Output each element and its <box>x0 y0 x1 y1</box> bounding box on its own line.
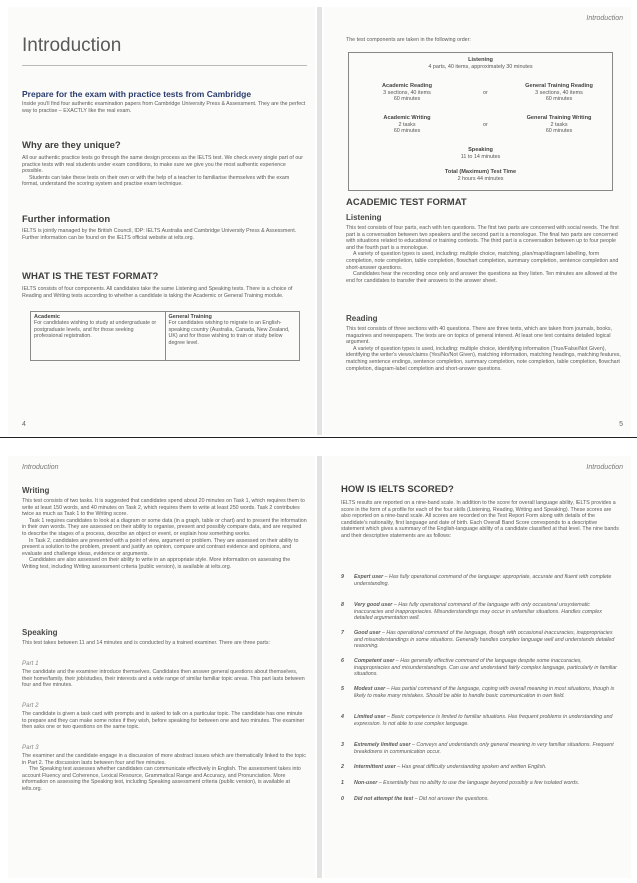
speaking-title: Speaking <box>468 147 493 153</box>
speaking-heading: Speaking <box>22 628 58 637</box>
format-heading: WHAT IS THE TEST FORMAT? <box>22 271 159 282</box>
gt-writing-component <box>509 115 609 135</box>
listening-paragraph-1: This test consists of four parts, each with ten questions. The first two parts are concerned with social needs. The first part is a conversation between two speakers and the second part is a monologue. The final two parts are concerned with situations related to educational or training contexts. The third part is a conversation between up to four people and the fourth part is a monologue. <box>346 225 619 251</box>
band-description <box>354 658 617 678</box>
page-4 <box>8 7 315 435</box>
page-fold <box>317 456 322 878</box>
running-head: Introduction <box>586 15 623 22</box>
gt-writing-detail: 2 tasks <box>550 121 568 128</box>
gt-writing-time: 60 minutes <box>545 128 573 134</box>
scored-heading: HOW IS IELTS SCORED? <box>341 484 454 495</box>
academic-reading-time: 60 minutes <box>393 96 421 102</box>
band-number: 0 <box>341 796 344 802</box>
academic-writing-component <box>357 115 457 135</box>
band-number: 8 <box>341 602 344 608</box>
speaking-text: This test takes between 11 and 14 minutes and is conducted by a trained examiner. There are three parts: <box>22 640 271 646</box>
band-text: – Essentially has no ability to use the language beyond possibly a few isolated words. <box>377 780 580 786</box>
total-time-title: Total (Maximum) Test Time <box>444 169 517 175</box>
band-text: – Has operational command of the language, though with occasional inaccuracies, inappropriacies and misunderstandings in some situations. Generally handles complex language well and understands detailed reasoning. <box>354 630 615 649</box>
prepare-text: Inside you'll find four authentic examination papers from Cambridge University Press & Assessment. They are the perfect way to practise – EXACTLY like the real exam. <box>22 101 306 114</box>
gt-reading-time: 60 minutes <box>545 96 573 102</box>
part-2-label: Part 2 <box>22 702 39 709</box>
band-name: Very good user <box>354 602 393 608</box>
listening-title: Listening <box>468 57 493 63</box>
band-name: Intermittent user <box>354 764 396 770</box>
band-name: Good user <box>354 630 381 636</box>
band-text: – Has fully operational command of the language: appropriate, accurate and fluent with complete understanding. <box>354 574 612 587</box>
band-text: – Has partial command of the language, coping with overall meaning in most situations, though is likely to make many mistakes. Should be able to handle basic communication in own field. <box>354 686 615 699</box>
page-6 <box>8 456 315 878</box>
page-5 <box>324 7 631 435</box>
academic-writing-detail: 2 tasks <box>398 121 416 128</box>
band-description <box>354 714 617 727</box>
listening-detail: 4 parts, 40 items, approximately 30 minutes <box>428 63 533 70</box>
writing-paragraph-2: Task 1 requires candidates to look at a diagram or some data (in a graph, table or chart) and to present the information in their own words. They are assessed on their ability to organise, present and possibly compare data, and are required to describe the stages of a process, describe an object or event, or explain how something works. <box>22 517 307 537</box>
band-description <box>354 686 617 699</box>
part-3-paragraph-2: The Speaking test assesses whether candidates can communicate effectively in English. The assessment takes into account Fluency and Coherence, Lexical Resource, Grammatical Range and Accuracy, and Pronunciation. More information on assessing the Speaking test, including Speaking assessment criteria (public version), is available at ielts.org. <box>22 766 301 792</box>
scored-intro: IELTS results are reported on a nine-band scale. In addition to the score for overall language ability, IELTS provides a score in the form of a profile for each of the four skills (Listening, Reading, Writing and Speaking). These scores are also reported on a nine-band scale. All scores are recorded on the Test Report Form along with details of the candidate's nationality, first language and date of birth. Each Overall Band Score corresponds to a descriptive statement which gives a summary of the English-language ability of a candidate classified at that level. The nine bands and their descriptive statements are as follows: <box>341 500 619 539</box>
reading-paragraph-2: A variety of question types is used, including: multiple choice, identifying information (True/False/Not Given), identifying the writer's views/claims (Yes/No/Not Given), matching information, matching headings, matching features, matching sentence endings, sentence completion, summary completion, note completion, table completion, flowchart completion, diagram-label completion and short-answer questions. <box>346 345 621 372</box>
band-number: 1 <box>341 780 344 786</box>
test-components-box <box>348 52 613 191</box>
band-description <box>354 630 617 650</box>
components-intro: The test components are taken in the following order: <box>346 37 471 43</box>
writing-paragraph-3: In Task 2, candidates are presented with a point of view, argument or problem. They are assessed on their ability to present a solution to the problem, present and justify an opinion, compare and contrast evidence and opinions, and evaluate and challenge ideas, evidence or arguments. <box>22 537 299 557</box>
band-number: 5 <box>341 686 344 692</box>
band-description <box>354 574 617 587</box>
unique-heading: Why are they unique? <box>22 140 121 151</box>
page-fold <box>317 7 322 435</box>
academic-reading-component <box>357 83 457 103</box>
listening-paragraph-3: Candidates hear the recording once only and answer the questions as they listen. Ten minutes are allowed at the end for candidates to transfer their answers to the answer sheet. <box>346 271 618 284</box>
prepare-heading: Prepare for the exam with practice tests from Cambridge <box>22 89 252 99</box>
reading-heading: Reading <box>346 314 378 323</box>
general-training-text: For candidates wishing to migrate to an English-speaking country (Australia, Canada, New Zealand, UK) and for those wishing to train or study below degree level. <box>168 320 290 346</box>
gt-reading-title: General Training Reading <box>525 83 593 89</box>
band-number: 2 <box>341 764 344 770</box>
listening-heading: Listening <box>346 213 382 222</box>
band-description <box>354 764 617 771</box>
band-number: 9 <box>341 574 344 580</box>
format-text: IELTS consists of four components. All candidates take the same Listening and Speaking tests. There is a choice of Reading and Writing tests according to whether a candidate is taking the Academic or General Training module. <box>22 286 293 299</box>
band-number: 4 <box>341 714 344 720</box>
unique-text <box>22 155 307 188</box>
speaking-detail: 11 to 14 minutes <box>460 153 501 160</box>
writing-paragraph-1: This test consists of two tasks. It is suggested that candidates spend about 20 minutes on Task 1, which requires them to write at least 150 words, and 40 minutes on Task 2, which requires them to write at least 250 words. Task 2 contributes twice as much as Task 1 to the Writing score. <box>22 498 305 518</box>
part-3-label: Part 3 <box>22 744 39 751</box>
band-text: – Basic competence is limited to familiar situations. Has frequent problems in understanding and expression. Is not able to use complex language. <box>354 714 613 727</box>
academic-cell <box>31 312 165 360</box>
band-text: – Conveys and understands only general meaning in very familiar situations. Frequent breakdowns in communication occur. <box>354 742 614 755</box>
listening-component <box>349 57 612 70</box>
reading-paragraph-1: This test consists of three sections with 40 questions. There are three texts, which are taken from journals, books, magazines and newspapers. The texts are on topics of general interest. At least one text contains detailed logical argument. <box>346 326 613 346</box>
further-text: IELTS is jointly managed by the British Council, IDP: IELTS Australia and Cambridge University Press & Assessment. Further information can be found on the IELTS official website at ielts.org. <box>22 228 297 241</box>
general-training-head: General Training <box>168 314 212 320</box>
page-number: 5 <box>619 421 623 428</box>
page-title: Introduction <box>22 35 122 56</box>
academic-head: Academic <box>34 314 60 320</box>
further-heading: Further information <box>22 214 111 225</box>
title-divider <box>22 65 307 66</box>
academic-text: For candidates wishing to study at undergraduate or postgraduate levels, and for those seeking professional registration. <box>34 320 157 340</box>
part-1-label: Part 1 <box>22 660 39 667</box>
spread-separator <box>0 437 637 456</box>
band-number: 3 <box>341 742 344 748</box>
total-time-detail: 2 hours 44 minutes <box>457 175 504 182</box>
writing-text <box>22 498 307 571</box>
band-name: Extremely limited user <box>354 742 411 748</box>
part-3-paragraph-1: The examiner and the candidate engage in a discussion of more abstract issues which are thematically linked to the topic in Part 2. The discussion lasts between four and five minutes. <box>22 753 306 766</box>
listening-paragraph-2: A variety of question types is used, including: multiple choice, matching, plan/map/diagram labelling, form completion, note completion, table completion, flowchart completion, summary completion, sentence completion and short-answer questions. <box>346 251 619 271</box>
running-head: Introduction <box>22 464 59 471</box>
band-name: Modest user <box>354 686 386 692</box>
page-number: 4 <box>22 421 26 428</box>
or-label-writing: or <box>483 122 488 128</box>
band-text: – Has fully operational command of the language with only occasional unsystematic inaccuracies and inappropriacies. Misunderstandings may occur in unfamiliar situations. Handles complex detailed argumentation well. <box>354 602 602 621</box>
band-name: Non-user <box>354 780 378 786</box>
writing-heading: Writing <box>22 486 50 495</box>
band-number: 7 <box>341 630 344 636</box>
band-text: – Did not answer the questions. <box>413 796 489 802</box>
band-name: Expert user <box>354 574 384 580</box>
reading-text <box>346 326 622 372</box>
gt-reading-detail: 3 sections, 40 items <box>535 89 583 96</box>
unique-paragraph-2: Students can take these tests on their own or with the help of a teacher to familiarise themselves with the exam format, understand the scoring system and practise exam technique. <box>22 174 290 188</box>
general-training-cell <box>165 312 300 360</box>
speaking-component <box>349 147 612 160</box>
band-description <box>354 602 617 622</box>
band-text: – Has great difficulty understanding spoken and written English. <box>395 764 547 770</box>
band-number: 6 <box>341 658 344 664</box>
band-name: Limited user <box>354 714 386 720</box>
band-description <box>354 742 617 755</box>
academic-reading-detail: 3 sections, 40 items <box>383 89 431 96</box>
page-7 <box>324 456 631 878</box>
module-table <box>30 311 300 361</box>
band-description <box>354 780 617 787</box>
band-description <box>354 796 617 803</box>
part-3-text <box>22 753 307 793</box>
running-head: Introduction <box>586 464 623 471</box>
band-name: Did not attempt the test <box>354 796 414 802</box>
gt-writing-title: General Training Writing <box>526 115 592 121</box>
total-time-component <box>349 169 612 182</box>
gt-reading-component <box>509 83 609 103</box>
part-1-text: The candidate and the examiner introduce themselves. Candidates then answer general questions about themselves, their home/family, their job/studies, their interests and a wide range of similar familiar topic areas. This part lasts between four and five minutes. <box>22 669 305 689</box>
academic-format-heading: ACADEMIC TEST FORMAT <box>346 197 467 208</box>
part-2-text: The candidate is given a task card with prompts and is asked to talk on a particular topic. The candidate has one minute to prepare and they can make some notes if they wish, before speaking for between one and two minutes. The examiner then asks one or two questions on the same topic. <box>22 711 305 731</box>
band-text: – Has generally effective command of the language despite some inaccuracies, inappropriacies and misunderstandings. Can use and understand fairly complex language, particularly in familiar situations. <box>354 658 617 677</box>
writing-paragraph-4: Candidates are also assessed on their ability to write in an appropriate style. More information on assessing the Writing test, including Writing assessment criteria (public version), is available at ielts.org. <box>22 557 291 570</box>
or-label-reading: or <box>483 90 488 96</box>
listening-text <box>346 225 622 284</box>
academic-writing-title: Academic Writing <box>383 115 431 121</box>
unique-paragraph-1: All our authentic practice tests go through the same design process as the IELTS test. We check every single part of our practice tests with real students under exam conditions, to make sure we give you the most authentic experience possible. <box>22 155 303 175</box>
academic-writing-time: 60 minutes <box>393 128 421 134</box>
academic-reading-title: Academic Reading <box>381 83 433 89</box>
band-name: Competent user <box>354 658 395 664</box>
